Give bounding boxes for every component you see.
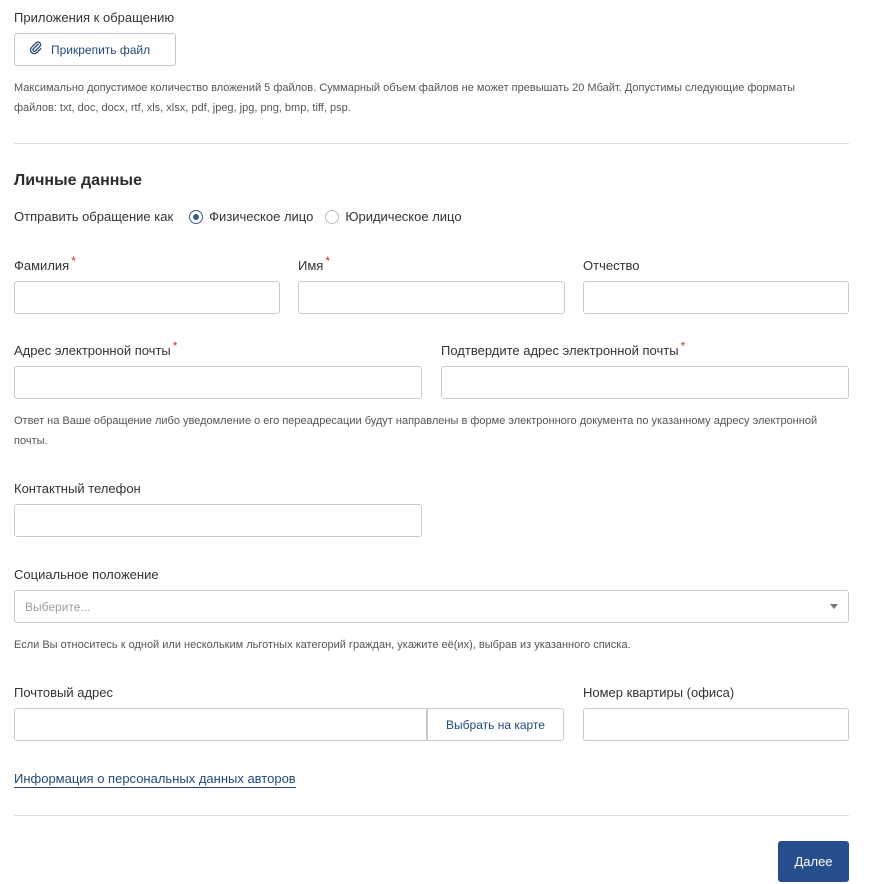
postal-label: Почтовый адрес — [14, 685, 113, 700]
radio-individual[interactable] — [189, 210, 203, 224]
apartment-label: Номер квартиры (офиса) — [583, 685, 735, 700]
patronymic-input[interactable] — [583, 281, 849, 314]
postal-input[interactable] — [14, 708, 427, 741]
attach-file-button[interactable] — [14, 33, 176, 66]
paperclip-icon — [29, 41, 43, 58]
surname-label: Фамилия * — [14, 254, 76, 273]
name-label: Имя * — [298, 254, 330, 273]
attachments-label: Приложения к обращению — [14, 10, 175, 25]
next-button[interactable]: Далее — [778, 841, 849, 882]
social-select[interactable] — [14, 590, 849, 623]
radio-legal-entity-label[interactable]: Юридическое лицо — [345, 209, 462, 224]
email-confirm-input[interactable] — [441, 366, 849, 399]
email-input[interactable] — [14, 366, 422, 399]
chevron-down-icon — [830, 604, 838, 609]
personal-data-title: Личные данные — [14, 172, 142, 189]
radio-legal-entity[interactable] — [325, 210, 339, 224]
radio-individual-label[interactable]: Физическое лицо — [209, 209, 314, 224]
attach-file-label: Прикрепить файл — [51, 42, 151, 57]
email-hint: Ответ на Ваше обращение либо уведомление о его переадресации будут направлены в форме электронного документа по указанному адресу электронной почты. — [14, 415, 818, 447]
footer-divider — [14, 815, 849, 816]
email-confirm-label: Подтвердите адрес электронной почты * — [441, 339, 686, 358]
send-as-row — [14, 209, 462, 224]
social-hint: Если Вы относитесь к одной или нескольким льготных категорий граждан, укажите её(их), выбрав из указанного списка. — [14, 639, 631, 651]
section-divider — [14, 143, 849, 144]
choose-on-map-button[interactable]: Выбрать на карте — [427, 708, 564, 741]
surname-input[interactable] — [14, 281, 280, 314]
apartment-input[interactable] — [583, 708, 849, 741]
send-as-label: Отправить обращение как — [14, 209, 174, 224]
attachments-hint: Максимально допустимое количество вложений 5 файлов. Суммарный объем файлов не может превышать 20 Мбайт. Допустимы следующие форматы файлов: txt, doc, docx, rtf, xls, xlsx, pdf, jpeg, jpg, png, bmp, tiff, psp. — [14, 82, 796, 114]
name-input[interactable] — [298, 281, 565, 314]
social-placeholder: Выберите... — [25, 599, 91, 614]
phone-label: Контактный телефон — [14, 481, 141, 496]
social-label: Социальное положение — [14, 567, 159, 582]
phone-input[interactable] — [14, 504, 422, 537]
email-label: Адрес электронной почты * — [14, 339, 178, 358]
patronymic-label: Отчество — [583, 258, 640, 273]
personal-data-info-link[interactable]: Информация о персональных данных авторов — [14, 771, 296, 786]
